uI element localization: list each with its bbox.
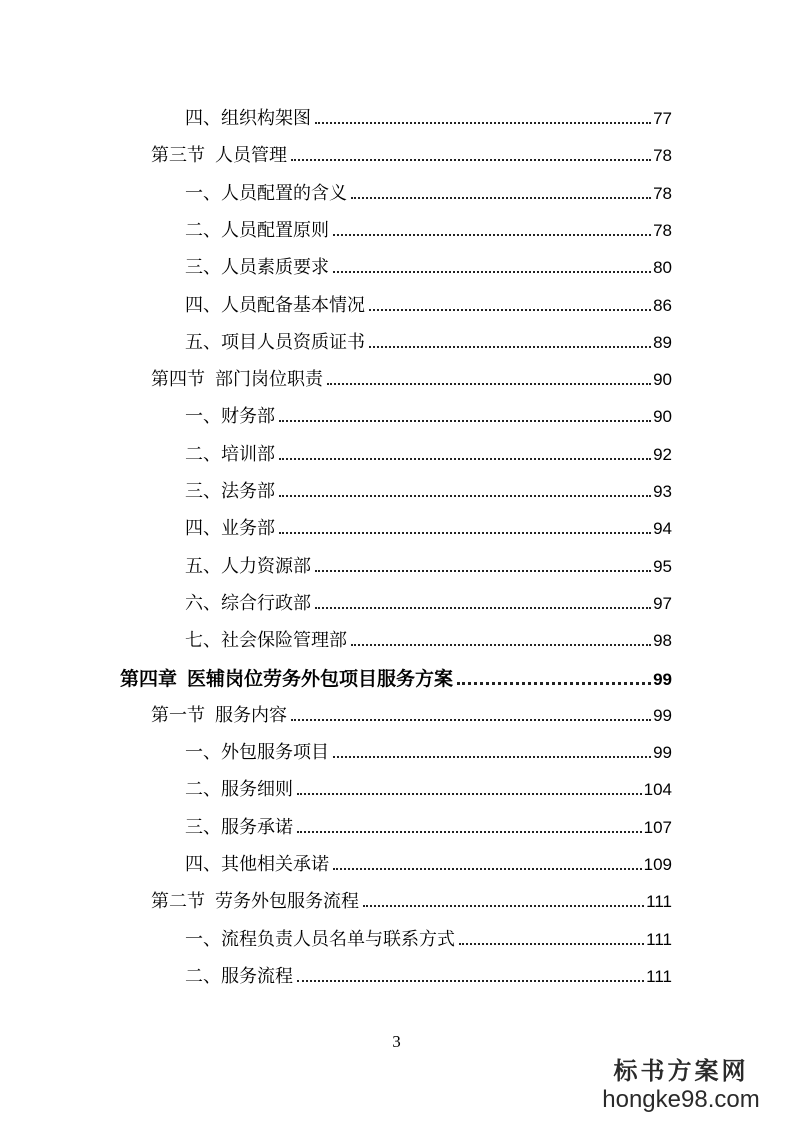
- toc-entry-title: [151, 368, 325, 392]
- toc-entry[interactable]: [185, 965, 672, 989]
- watermark-url: hongke98.com: [602, 1086, 760, 1113]
- toc-leader-dots: [363, 905, 644, 907]
- toc-entry[interactable]: [185, 480, 672, 504]
- toc-entry-number: 第四章: [120, 668, 178, 690]
- toc-leader-dots: [333, 234, 651, 236]
- toc-entry-number: 四、: [185, 518, 221, 539]
- toc-entry-number: 第一节: [151, 705, 205, 726]
- toc-entry-page: 104: [643, 780, 672, 799]
- toc-leader-dots: [457, 682, 651, 685]
- toc-entry-page: 92: [653, 445, 672, 464]
- toc-entry-title: [185, 778, 295, 802]
- toc-entry-title: [185, 629, 349, 653]
- toc-entry-title: [185, 965, 295, 989]
- toc-entry-number: 一、: [185, 929, 221, 950]
- toc-entry-number: 二、: [185, 220, 221, 241]
- toc-entry-page: 77: [653, 109, 672, 128]
- toc-entry-number: 五、: [185, 556, 221, 577]
- toc-entry-title: [185, 592, 313, 616]
- toc-entry[interactable]: [151, 704, 672, 728]
- toc-entry-number: 一、: [185, 406, 221, 427]
- toc-entry-text: 综合行政部: [221, 593, 311, 614]
- toc-leader-dots: [279, 532, 651, 534]
- toc-entry-title: [185, 443, 277, 467]
- toc-entry-number: 四、: [185, 854, 221, 875]
- toc-leader-dots: [369, 346, 651, 348]
- toc-entry-text: 社会保险管理部: [221, 630, 347, 651]
- toc-entry-text: 人力资源部: [221, 556, 311, 577]
- toc-entry[interactable]: [185, 816, 672, 840]
- toc-entry-title: [185, 294, 367, 318]
- toc-entry-text: 人员配置原则: [221, 220, 329, 241]
- toc-entry-text: 人员配置的含义: [221, 183, 347, 204]
- toc-entry-page: 78: [653, 184, 672, 203]
- toc-leader-dots: [333, 271, 651, 273]
- toc-entry-page: 90: [653, 407, 672, 426]
- toc-entry[interactable]: [151, 890, 672, 914]
- toc-entry-text: 服务细则: [221, 779, 293, 800]
- toc-leader-dots: [351, 644, 651, 646]
- toc-leader-dots: [351, 197, 651, 199]
- toc-entry-page: 98: [653, 631, 672, 650]
- toc-entry-number: 第四节: [151, 369, 205, 390]
- toc-entry-page: 86: [653, 296, 672, 315]
- toc-leader-dots: [297, 980, 644, 982]
- toc-entry[interactable]: [120, 667, 672, 691]
- toc-entry-text: 服务承诺: [221, 817, 293, 838]
- toc-entry-number: 三、: [185, 481, 221, 502]
- toc-entry-number: 二、: [185, 779, 221, 800]
- toc-entry-number: 三、: [185, 817, 221, 838]
- toc-entry-number: 一、: [185, 183, 221, 204]
- toc-entry-title: [120, 667, 455, 691]
- toc-leader-dots: [279, 420, 651, 422]
- toc-entry-title: [185, 331, 367, 355]
- toc-entry-page: 97: [653, 594, 672, 613]
- toc-entry[interactable]: [185, 741, 672, 765]
- watermark-chinese: 标书方案网: [613, 1056, 749, 1085]
- toc-leader-dots: [315, 570, 651, 572]
- toc-leader-dots: [315, 122, 651, 124]
- toc-entry-text: 人员管理: [215, 145, 287, 166]
- toc-leader-dots: [297, 831, 642, 833]
- toc-leader-dots: [333, 868, 642, 870]
- toc-entry[interactable]: [185, 256, 672, 280]
- toc-entry-title: [185, 555, 313, 579]
- toc-entry-page: 109: [643, 855, 672, 874]
- toc-entry-title: [185, 405, 277, 429]
- toc-entry-page: 80: [653, 258, 672, 277]
- toc-entry[interactable]: [185, 405, 672, 429]
- toc-leader-dots: [333, 756, 651, 758]
- toc-entry-text: 部门岗位职责: [215, 369, 323, 390]
- toc-entry-title: [185, 741, 331, 765]
- toc-entry-number: 四、: [185, 108, 221, 129]
- toc-entry-number: 二、: [185, 444, 221, 465]
- toc-entry-text: 项目人员资质证书: [221, 332, 365, 353]
- toc-leader-dots: [291, 719, 651, 721]
- toc-entry-text: 人员配备基本情况: [221, 295, 365, 316]
- toc-entry[interactable]: [185, 443, 672, 467]
- toc-entry[interactable]: [185, 853, 672, 877]
- toc-entry-text: 人员素质要求: [221, 257, 329, 278]
- toc-entry[interactable]: [185, 928, 672, 952]
- toc-entry[interactable]: [185, 331, 672, 355]
- toc-entry-page: 107: [643, 818, 672, 837]
- toc-entry[interactable]: [151, 368, 672, 392]
- toc-entry-page: 78: [653, 146, 672, 165]
- toc-entry-number: 一、: [185, 742, 221, 763]
- toc-entry-text: 医辅岗位劳务外包项目服务方案: [187, 668, 454, 690]
- toc-entry-number: 五、: [185, 332, 221, 353]
- toc-entry-title: [185, 928, 457, 952]
- toc-entry[interactable]: [185, 555, 672, 579]
- toc-entry-number: 七、: [185, 630, 221, 651]
- toc-entry-page: 99: [653, 706, 672, 725]
- toc-entry-number: 第二节: [151, 891, 205, 912]
- toc-leader-dots: [291, 159, 651, 161]
- toc-entry[interactable]: [185, 107, 672, 131]
- toc-entry[interactable]: [185, 294, 672, 318]
- toc-entry[interactable]: [185, 517, 672, 541]
- toc-entry-text: 培训部: [221, 444, 275, 465]
- toc-entry-page: 111: [646, 930, 672, 949]
- toc-entry-page: 99: [653, 743, 672, 762]
- toc-entry-title: [151, 890, 361, 914]
- toc-entry-title: [185, 182, 349, 206]
- toc-entry-text: 流程负责人员名单与联系方式: [221, 929, 455, 950]
- toc-entry[interactable]: [185, 182, 672, 206]
- toc-entry-text: 劳务外包服务流程: [215, 891, 359, 912]
- toc-entry-title: [151, 144, 289, 168]
- toc-entry-page: 95: [653, 557, 672, 576]
- toc-entry-title: [185, 853, 331, 877]
- toc-leader-dots: [279, 495, 651, 497]
- toc-entry-page: 94: [653, 519, 672, 538]
- toc-entry-title: [185, 107, 313, 131]
- toc-entry-title: [151, 704, 289, 728]
- toc-entry[interactable]: [151, 144, 672, 168]
- toc-leader-dots: [327, 383, 651, 385]
- toc-entry-page: 111: [646, 892, 672, 911]
- toc-leader-dots: [369, 309, 651, 311]
- toc-entry-title: [185, 517, 277, 541]
- toc-entry-number: 三、: [185, 257, 221, 278]
- toc-entry-text: 组织构架图: [221, 108, 311, 129]
- toc-entry-text: 外包服务项目: [221, 742, 329, 763]
- toc-leader-dots: [297, 793, 642, 795]
- toc-leader-dots: [459, 943, 644, 945]
- page-number: 3: [392, 1032, 401, 1051]
- toc-entry-number: 六、: [185, 593, 221, 614]
- toc-entry-text: 业务部: [221, 518, 275, 539]
- toc-entry-page: 93: [653, 482, 672, 501]
- toc-entry-title: [185, 480, 277, 504]
- toc-entry[interactable]: [185, 629, 672, 653]
- watermark: [581, 1056, 781, 1114]
- toc-entry-page: 90: [653, 370, 672, 389]
- toc-entry-page: 99: [653, 670, 672, 689]
- toc-entry-title: [185, 219, 331, 243]
- toc-entry[interactable]: [185, 219, 672, 243]
- toc-entry-page: 89: [653, 333, 672, 352]
- toc-entry-text: 法务部: [221, 481, 275, 502]
- toc-entry-title: [185, 816, 295, 840]
- toc-entry[interactable]: [185, 778, 672, 802]
- toc-entry-text: 财务部: [221, 406, 275, 427]
- toc-entry-text: 服务内容: [215, 705, 287, 726]
- toc-entry-number: 第三节: [151, 145, 205, 166]
- toc-leader-dots: [279, 458, 651, 460]
- toc-entry-title: [185, 256, 331, 280]
- toc-entry-text: 服务流程: [221, 966, 293, 987]
- toc-entry-page: 111: [646, 967, 672, 986]
- toc-entry-number: 二、: [185, 966, 221, 987]
- toc-entry-page: 78: [653, 221, 672, 240]
- toc-entry-number: 四、: [185, 295, 221, 316]
- toc-entry-text: 其他相关承诺: [221, 854, 329, 875]
- toc-leader-dots: [315, 607, 651, 609]
- toc-entry[interactable]: [185, 592, 672, 616]
